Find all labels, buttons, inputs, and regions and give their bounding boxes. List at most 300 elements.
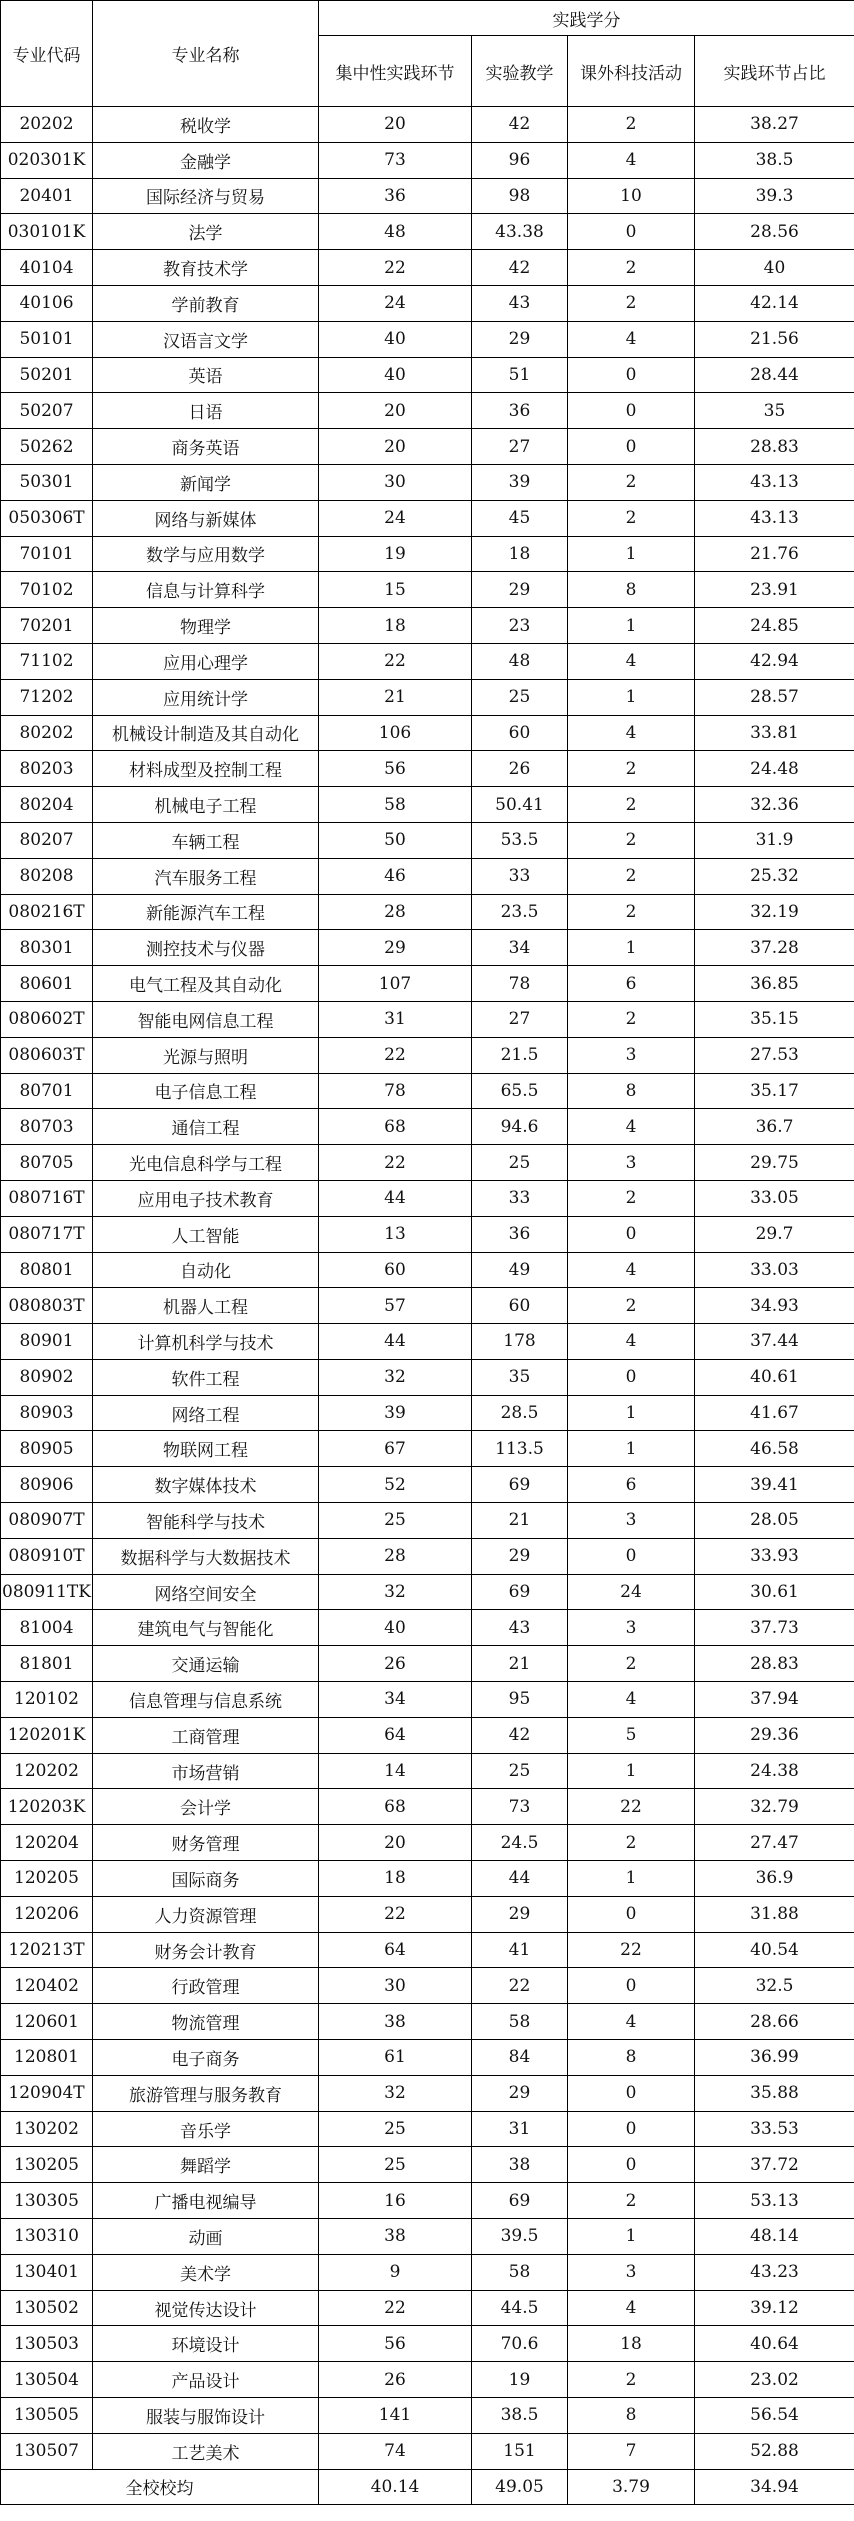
header-extracurricular-activities: 课外科技活动 [568, 36, 695, 107]
ratio-cell: 24.48 [695, 751, 854, 787]
experiment-cell: 78 [472, 966, 568, 1002]
experiment-cell: 44 [472, 1861, 568, 1897]
table-row [1, 1825, 854, 1861]
major-name-cell: 商务英语 [93, 429, 319, 465]
concentrated-cell: 68 [319, 1789, 472, 1825]
ratio-cell: 40.54 [695, 1932, 854, 1968]
experiment-cell: 43 [472, 1610, 568, 1646]
table-row [1, 500, 854, 536]
ratio-cell: 36.7 [695, 1109, 854, 1145]
extracurricular-cell: 0 [568, 1216, 695, 1252]
ratio-cell: 39.3 [695, 178, 854, 214]
major-name-cell: 车辆工程 [93, 822, 319, 858]
major-code-cell: 130305 [1, 2183, 93, 2219]
experiment-cell: 60 [472, 1288, 568, 1324]
experiment-cell: 33 [472, 858, 568, 894]
table-row [1, 643, 854, 679]
table-row [1, 930, 854, 966]
major-code-cell: 130401 [1, 2254, 93, 2290]
major-code-cell: 120204 [1, 1825, 93, 1861]
experiment-cell: 25 [472, 679, 568, 715]
table-row [1, 321, 854, 357]
major-name-cell: 网络工程 [93, 1395, 319, 1431]
major-name-cell: 汽车服务工程 [93, 858, 319, 894]
extracurricular-cell: 4 [568, 142, 695, 178]
extracurricular-cell: 3 [568, 1145, 695, 1181]
concentrated-cell: 32 [319, 1359, 472, 1395]
concentrated-cell: 44 [319, 1324, 472, 1360]
major-code-cell: 050306T [1, 500, 93, 536]
concentrated-cell: 30 [319, 464, 472, 500]
header-major-name: 专业名称 [93, 1, 319, 107]
major-code-cell: 080216T [1, 894, 93, 930]
experiment-cell: 19 [472, 2362, 568, 2398]
major-name-cell: 数学与应用数学 [93, 536, 319, 572]
table-row [1, 2433, 854, 2469]
major-name-cell: 光源与照明 [93, 1037, 319, 1073]
extracurricular-cell: 4 [568, 321, 695, 357]
extracurricular-cell: 2 [568, 2362, 695, 2398]
extracurricular-cell: 8 [568, 1073, 695, 1109]
ratio-cell: 32.19 [695, 894, 854, 930]
major-code-cell: 80902 [1, 1359, 93, 1395]
extracurricular-cell: 2 [568, 464, 695, 500]
concentrated-cell: 19 [319, 536, 472, 572]
major-name-cell: 机器人工程 [93, 1288, 319, 1324]
extracurricular-cell: 4 [568, 1682, 695, 1718]
extracurricular-cell: 3 [568, 1037, 695, 1073]
table-row [1, 2040, 854, 2076]
concentrated-cell: 52 [319, 1467, 472, 1503]
major-name-cell: 电子商务 [93, 2040, 319, 2076]
table-row [1, 1324, 854, 1360]
experiment-cell: 27 [472, 429, 568, 465]
major-name-cell: 应用统计学 [93, 679, 319, 715]
table-row [1, 715, 854, 751]
ratio-cell: 41.67 [695, 1395, 854, 1431]
footer-ratio: 34.94 [695, 2469, 854, 2505]
ratio-cell: 28.83 [695, 429, 854, 465]
ratio-cell: 37.28 [695, 930, 854, 966]
major-name-cell: 会计学 [93, 1789, 319, 1825]
experiment-cell: 23 [472, 608, 568, 644]
table-row [1, 2004, 854, 2040]
major-code-cell: 130503 [1, 2326, 93, 2362]
table-row [1, 1395, 854, 1431]
footer-label: 全校校均 [1, 2469, 319, 2505]
ratio-cell: 46.58 [695, 1431, 854, 1467]
extracurricular-cell: 4 [568, 715, 695, 751]
major-name-cell: 电子信息工程 [93, 1073, 319, 1109]
table-row [1, 285, 854, 321]
experiment-cell: 58 [472, 2004, 568, 2040]
major-name-cell: 数字媒体技术 [93, 1467, 319, 1503]
table-row [1, 107, 854, 143]
footer-experiment: 49.05 [472, 2469, 568, 2505]
major-name-cell: 机械电子工程 [93, 787, 319, 823]
major-name-cell: 智能科学与技术 [93, 1503, 319, 1539]
major-name-cell: 财务管理 [93, 1825, 319, 1861]
extracurricular-cell: 2 [568, 822, 695, 858]
major-code-cell: 80905 [1, 1431, 93, 1467]
experiment-cell: 29 [472, 572, 568, 608]
major-code-cell: 50207 [1, 393, 93, 429]
major-name-cell: 信息与计算科学 [93, 572, 319, 608]
major-name-cell: 物理学 [93, 608, 319, 644]
concentrated-cell: 24 [319, 500, 472, 536]
concentrated-cell: 73 [319, 142, 472, 178]
major-code-cell: 120202 [1, 1753, 93, 1789]
experiment-cell: 45 [472, 500, 568, 536]
extracurricular-cell: 1 [568, 1753, 695, 1789]
ratio-cell: 39.41 [695, 1467, 854, 1503]
experiment-cell: 42 [472, 250, 568, 286]
experiment-cell: 33 [472, 1180, 568, 1216]
table-row [1, 1109, 854, 1145]
concentrated-cell: 34 [319, 1682, 472, 1718]
header-concentrated-practice: 集中性实践环节 [319, 36, 472, 107]
major-name-cell: 新能源汽车工程 [93, 894, 319, 930]
table-row [1, 1753, 854, 1789]
concentrated-cell: 25 [319, 2111, 472, 2147]
ratio-cell: 35.17 [695, 1073, 854, 1109]
major-code-cell: 080910T [1, 1538, 93, 1574]
concentrated-cell: 22 [319, 2290, 472, 2326]
ratio-cell: 48.14 [695, 2219, 854, 2255]
table-row [1, 142, 854, 178]
ratio-cell: 35.15 [695, 1001, 854, 1037]
major-name-cell: 电气工程及其自动化 [93, 966, 319, 1002]
table-row [1, 1252, 854, 1288]
concentrated-cell: 21 [319, 679, 472, 715]
extracurricular-cell: 18 [568, 2326, 695, 2362]
concentrated-cell: 40 [319, 321, 472, 357]
major-name-cell: 教育技术学 [93, 250, 319, 286]
table-row [1, 1968, 854, 2004]
experiment-cell: 84 [472, 2040, 568, 2076]
major-name-cell: 环境设计 [93, 2326, 319, 2362]
concentrated-cell: 22 [319, 643, 472, 679]
experiment-cell: 21.5 [472, 1037, 568, 1073]
experiment-cell: 53.5 [472, 822, 568, 858]
extracurricular-cell: 1 [568, 679, 695, 715]
experiment-cell: 28.5 [472, 1395, 568, 1431]
experiment-cell: 29 [472, 1896, 568, 1932]
major-code-cell: 080716T [1, 1180, 93, 1216]
ratio-cell: 28.56 [695, 214, 854, 250]
ratio-cell: 56.54 [695, 2398, 854, 2434]
major-name-cell: 数据科学与大数据技术 [93, 1538, 319, 1574]
ratio-cell: 28.44 [695, 357, 854, 393]
table-row [1, 2075, 854, 2111]
ratio-cell: 32.5 [695, 1968, 854, 2004]
major-name-cell: 税收学 [93, 107, 319, 143]
major-name-cell: 交通运输 [93, 1646, 319, 1682]
experiment-cell: 27 [472, 1001, 568, 1037]
experiment-cell: 36 [472, 1216, 568, 1252]
extracurricular-cell: 0 [568, 1968, 695, 2004]
table-row [1, 357, 854, 393]
experiment-cell: 39 [472, 464, 568, 500]
ratio-cell: 43.23 [695, 2254, 854, 2290]
footer-concentrated: 40.14 [319, 2469, 472, 2505]
ratio-cell: 29.7 [695, 1216, 854, 1252]
experiment-cell: 69 [472, 2183, 568, 2219]
extracurricular-cell: 2 [568, 2183, 695, 2219]
extracurricular-cell: 0 [568, 357, 695, 393]
table-row [1, 1861, 854, 1897]
concentrated-cell: 40 [319, 1610, 472, 1646]
major-code-cell: 80204 [1, 787, 93, 823]
extracurricular-cell: 2 [568, 1288, 695, 1324]
major-name-cell: 软件工程 [93, 1359, 319, 1395]
major-name-cell: 材料成型及控制工程 [93, 751, 319, 787]
ratio-cell: 24.38 [695, 1753, 854, 1789]
major-code-cell: 50101 [1, 321, 93, 357]
ratio-cell: 42.14 [695, 285, 854, 321]
major-code-cell: 120601 [1, 2004, 93, 2040]
table-row [1, 679, 854, 715]
concentrated-cell: 32 [319, 1574, 472, 1610]
header-practice-credits: 实践学分 [319, 1, 854, 36]
experiment-cell: 29 [472, 2075, 568, 2111]
major-code-cell: 70201 [1, 608, 93, 644]
experiment-cell: 39.5 [472, 2219, 568, 2255]
extracurricular-cell: 2 [568, 1001, 695, 1037]
concentrated-cell: 36 [319, 178, 472, 214]
extracurricular-cell: 2 [568, 1180, 695, 1216]
major-name-cell: 自动化 [93, 1252, 319, 1288]
major-code-cell: 120203K [1, 1789, 93, 1825]
concentrated-cell: 46 [319, 858, 472, 894]
table-row [1, 2290, 854, 2326]
table-row [1, 1789, 854, 1825]
major-name-cell: 网络与新媒体 [93, 500, 319, 536]
concentrated-cell: 141 [319, 2398, 472, 2434]
table-row [1, 1467, 854, 1503]
major-code-cell: 130502 [1, 2290, 93, 2326]
experiment-cell: 18 [472, 536, 568, 572]
table-row [1, 536, 854, 572]
major-code-cell: 030101K [1, 214, 93, 250]
major-name-cell: 网络空间安全 [93, 1574, 319, 1610]
extracurricular-cell: 2 [568, 500, 695, 536]
table-row [1, 1288, 854, 1324]
extracurricular-cell: 1 [568, 608, 695, 644]
table-row [1, 1646, 854, 1682]
ratio-cell: 21.56 [695, 321, 854, 357]
concentrated-cell: 22 [319, 1145, 472, 1181]
experiment-cell: 22 [472, 1968, 568, 2004]
concentrated-cell: 64 [319, 1932, 472, 1968]
major-code-cell: 80601 [1, 966, 93, 1002]
extracurricular-cell: 2 [568, 1825, 695, 1861]
ratio-cell: 40.61 [695, 1359, 854, 1395]
major-code-cell: 120206 [1, 1896, 93, 1932]
major-name-cell: 学前教育 [93, 285, 319, 321]
extracurricular-cell: 10 [568, 178, 695, 214]
concentrated-cell: 39 [319, 1395, 472, 1431]
major-name-cell: 汉语言文学 [93, 321, 319, 357]
major-code-cell: 50262 [1, 429, 93, 465]
major-name-cell: 工商管理 [93, 1717, 319, 1753]
ratio-cell: 42.94 [695, 643, 854, 679]
ratio-cell: 24.85 [695, 608, 854, 644]
extracurricular-cell: 1 [568, 1395, 695, 1431]
experiment-cell: 41 [472, 1932, 568, 1968]
major-code-cell: 080803T [1, 1288, 93, 1324]
concentrated-cell: 29 [319, 930, 472, 966]
extracurricular-cell: 2 [568, 107, 695, 143]
extracurricular-cell: 0 [568, 2111, 695, 2147]
concentrated-cell: 28 [319, 894, 472, 930]
major-name-cell: 广播电视编导 [93, 2183, 319, 2219]
table-row [1, 178, 854, 214]
table-row [1, 894, 854, 930]
ratio-cell: 43.13 [695, 464, 854, 500]
experiment-cell: 51 [472, 357, 568, 393]
ratio-cell: 30.61 [695, 1574, 854, 1610]
major-name-cell: 法学 [93, 214, 319, 250]
concentrated-cell: 67 [319, 1431, 472, 1467]
major-code-cell: 70102 [1, 572, 93, 608]
extracurricular-cell: 1 [568, 1431, 695, 1467]
major-code-cell: 120102 [1, 1682, 93, 1718]
major-code-cell: 130504 [1, 2362, 93, 2398]
table-row [1, 2183, 854, 2219]
experiment-cell: 58 [472, 2254, 568, 2290]
experiment-cell: 70.6 [472, 2326, 568, 2362]
experiment-cell: 95 [472, 1682, 568, 1718]
major-code-cell: 40106 [1, 285, 93, 321]
concentrated-cell: 31 [319, 1001, 472, 1037]
ratio-cell: 33.81 [695, 715, 854, 751]
ratio-cell: 53.13 [695, 2183, 854, 2219]
ratio-cell: 23.02 [695, 2362, 854, 2398]
extracurricular-cell: 3 [568, 1503, 695, 1539]
ratio-cell: 38.27 [695, 107, 854, 143]
concentrated-cell: 38 [319, 2219, 472, 2255]
major-code-cell: 130507 [1, 2433, 93, 2469]
ratio-cell: 52.88 [695, 2433, 854, 2469]
ratio-cell: 31.9 [695, 822, 854, 858]
header-major-code: 专业代码 [1, 1, 93, 107]
major-code-cell: 130202 [1, 2111, 93, 2147]
ratio-cell: 35 [695, 393, 854, 429]
ratio-cell: 37.94 [695, 1682, 854, 1718]
table-row [1, 393, 854, 429]
table-row [1, 1538, 854, 1574]
experiment-cell: 43 [472, 285, 568, 321]
concentrated-cell: 20 [319, 429, 472, 465]
experiment-cell: 21 [472, 1503, 568, 1539]
table-row [1, 1896, 854, 1932]
extracurricular-cell: 7 [568, 2433, 695, 2469]
experiment-cell: 44.5 [472, 2290, 568, 2326]
concentrated-cell: 22 [319, 250, 472, 286]
table-row [1, 1574, 854, 1610]
table-row [1, 1503, 854, 1539]
concentrated-cell: 68 [319, 1109, 472, 1145]
experiment-cell: 43.38 [472, 214, 568, 250]
major-code-cell: 20401 [1, 178, 93, 214]
major-code-cell: 40104 [1, 250, 93, 286]
extracurricular-cell: 0 [568, 393, 695, 429]
ratio-cell: 33.03 [695, 1252, 854, 1288]
extracurricular-cell: 24 [568, 1574, 695, 1610]
major-code-cell: 80203 [1, 751, 93, 787]
extracurricular-cell: 4 [568, 1252, 695, 1288]
concentrated-cell: 13 [319, 1216, 472, 1252]
experiment-cell: 25 [472, 1145, 568, 1181]
concentrated-cell: 48 [319, 214, 472, 250]
major-name-cell: 物联网工程 [93, 1431, 319, 1467]
major-code-cell: 120402 [1, 1968, 93, 2004]
major-code-cell: 80301 [1, 930, 93, 966]
major-code-cell: 50201 [1, 357, 93, 393]
concentrated-cell: 57 [319, 1288, 472, 1324]
table-row [1, 2254, 854, 2290]
ratio-cell: 25.32 [695, 858, 854, 894]
experiment-cell: 69 [472, 1574, 568, 1610]
experiment-cell: 42 [472, 107, 568, 143]
experiment-cell: 24.5 [472, 1825, 568, 1861]
ratio-cell: 40 [695, 250, 854, 286]
major-code-cell: 120201K [1, 1717, 93, 1753]
ratio-cell: 29.36 [695, 1717, 854, 1753]
major-name-cell: 测控技术与仪器 [93, 930, 319, 966]
experiment-cell: 94.6 [472, 1109, 568, 1145]
table-row [1, 858, 854, 894]
major-name-cell: 市场营销 [93, 1753, 319, 1789]
concentrated-cell: 18 [319, 608, 472, 644]
table-row [1, 1001, 854, 1037]
ratio-cell: 21.76 [695, 536, 854, 572]
major-name-cell: 光电信息科学与工程 [93, 1145, 319, 1181]
extracurricular-cell: 1 [568, 1861, 695, 1897]
experiment-cell: 23.5 [472, 894, 568, 930]
major-code-cell: 80903 [1, 1395, 93, 1431]
table-row [1, 1717, 854, 1753]
extracurricular-cell: 2 [568, 751, 695, 787]
experiment-cell: 60 [472, 715, 568, 751]
major-code-cell: 80208 [1, 858, 93, 894]
extracurricular-cell: 8 [568, 2040, 695, 2076]
ratio-cell: 33.05 [695, 1180, 854, 1216]
ratio-cell: 43.13 [695, 500, 854, 536]
concentrated-cell: 14 [319, 1753, 472, 1789]
ratio-cell: 27.47 [695, 1825, 854, 1861]
major-code-cell: 130310 [1, 2219, 93, 2255]
header-experiment-teaching: 实验教学 [472, 36, 568, 107]
table-body [1, 107, 854, 2470]
experiment-cell: 26 [472, 751, 568, 787]
footer-extracurricular: 3.79 [568, 2469, 695, 2505]
major-code-cell: 80901 [1, 1324, 93, 1360]
concentrated-cell: 56 [319, 751, 472, 787]
ratio-cell: 27.53 [695, 1037, 854, 1073]
concentrated-cell: 16 [319, 2183, 472, 2219]
experiment-cell: 48 [472, 643, 568, 679]
table-row [1, 787, 854, 823]
extracurricular-cell: 2 [568, 894, 695, 930]
major-code-cell: 71102 [1, 643, 93, 679]
extracurricular-cell: 0 [568, 214, 695, 250]
major-code-cell: 120801 [1, 2040, 93, 2076]
concentrated-cell: 40 [319, 357, 472, 393]
ratio-cell: 32.79 [695, 1789, 854, 1825]
experiment-cell: 151 [472, 2433, 568, 2469]
